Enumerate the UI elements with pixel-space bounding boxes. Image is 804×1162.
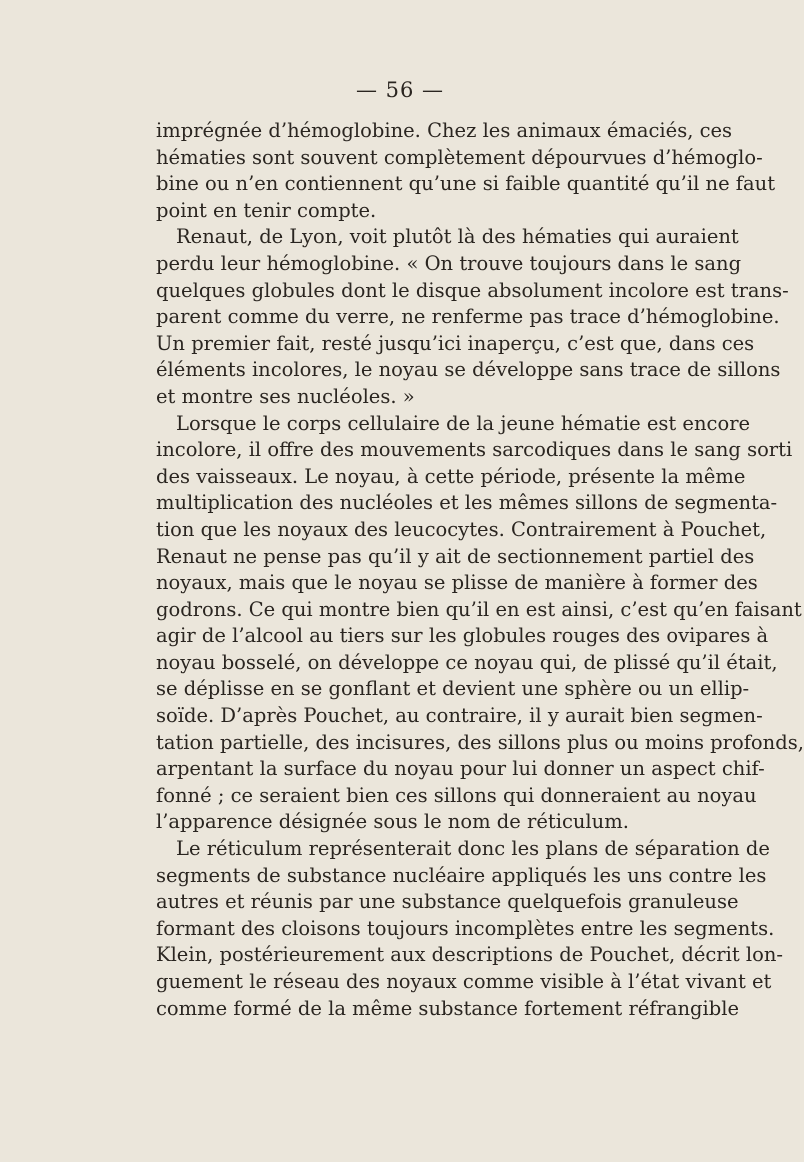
text-line: perdu leur hémoglobine. « On trouve toujours dans le sang xyxy=(156,251,742,275)
text-line: arpentant la surface du noyau pour lui donner un aspect chif- xyxy=(156,757,765,781)
text-line: Renaut, de Lyon, voit plutôt là des hématies qui auraient xyxy=(176,225,739,249)
text-line: et montre ses nucléoles. » xyxy=(156,384,415,408)
text-line: point en tenir compte. xyxy=(156,198,377,222)
text-line: guement le réseau des noyaux comme visible à l’état vivant et xyxy=(156,970,772,993)
text-line: fonné ; ce seraient bien ces sillons qui donneraient au noyau xyxy=(156,783,757,807)
body-text xyxy=(156,118,804,1022)
text-line: Un premier fait, resté jusqu’ici inaperçu, c’est que, dans ces xyxy=(156,331,755,355)
text-line: segments de substance nucléaire appliqués les uns contre les xyxy=(156,863,767,887)
text-line: agir de l’alcool au tiers sur les globules rouges des ovipares à xyxy=(156,624,769,648)
text-line: Le réticulum représenterait donc les plans de séparation de xyxy=(176,837,770,861)
text-line: éléments incolores, le noyau se développe sans trace de sillons xyxy=(156,358,781,382)
text-line: tation partielle, des incisures, des sillons plus ou moins profonds, xyxy=(156,730,804,754)
text-line: parent comme du verre, ne renferme pas trace d’hémoglobine. xyxy=(156,305,780,329)
text-line: formant des cloisons toujours incomplètes entre les segments. xyxy=(156,916,775,940)
text-line: soïde. D’après Pouchet, au contraire, il y aurait bien segmen- xyxy=(156,704,763,728)
text-line: quelques globules dont le disque absolument incolore est trans- xyxy=(156,278,789,302)
text-line: imprégnée d’hémoglobine. Chez les animaux émaciés, ces xyxy=(156,119,733,142)
text-line: se déplisse en se gonflant et devient une sphère ou un ellip- xyxy=(156,677,750,701)
text-line: Lorsque le corps cellulaire de la jeune hématie est encore xyxy=(176,411,751,435)
text-line: godrons. Ce qui montre bien qu’il en est ainsi, c’est qu’en faisant xyxy=(156,597,802,621)
text-line: Klein, postérieurement aux descriptions de Pouchet, décrit lon- xyxy=(156,943,783,967)
text-line: incolore, il offre des mouvements sarcodiques dans le sang sorti xyxy=(156,438,793,462)
text-line: Renaut ne pense pas qu’il y ait de sectionnement partiel des xyxy=(156,544,755,568)
text-line: hématies sont souvent complètement dépourvues d’hémoglo- xyxy=(156,145,763,169)
text-line: tion que les noyaux des leucocytes. Contrairement à Pouchet, xyxy=(156,517,767,541)
text-line: noyaux, mais que le noyau se plisse de manière à former des xyxy=(156,571,758,595)
text-line: noyau bosselé, on développe ce noyau qui, de plissé qu’il était, xyxy=(156,650,778,674)
text-line: des vaisseaux. Le noyau, à cette période, présente la même xyxy=(156,464,746,488)
page-number: — 56 — xyxy=(355,78,445,102)
text-line: comme formé de la même substance fortement réfrangible xyxy=(156,996,740,1020)
text-line: autres et réunis par une substance quelquefois granuleuse xyxy=(156,890,739,914)
text-line: bine ou n’en contiennent qu’une si faible quantité qu’il ne faut xyxy=(156,172,776,196)
text-line: multiplication des nucléoles et les mêmes sillons de segmenta- xyxy=(156,491,778,515)
text-line: l’apparence désignée sous le nom de réticulum. xyxy=(156,810,629,834)
